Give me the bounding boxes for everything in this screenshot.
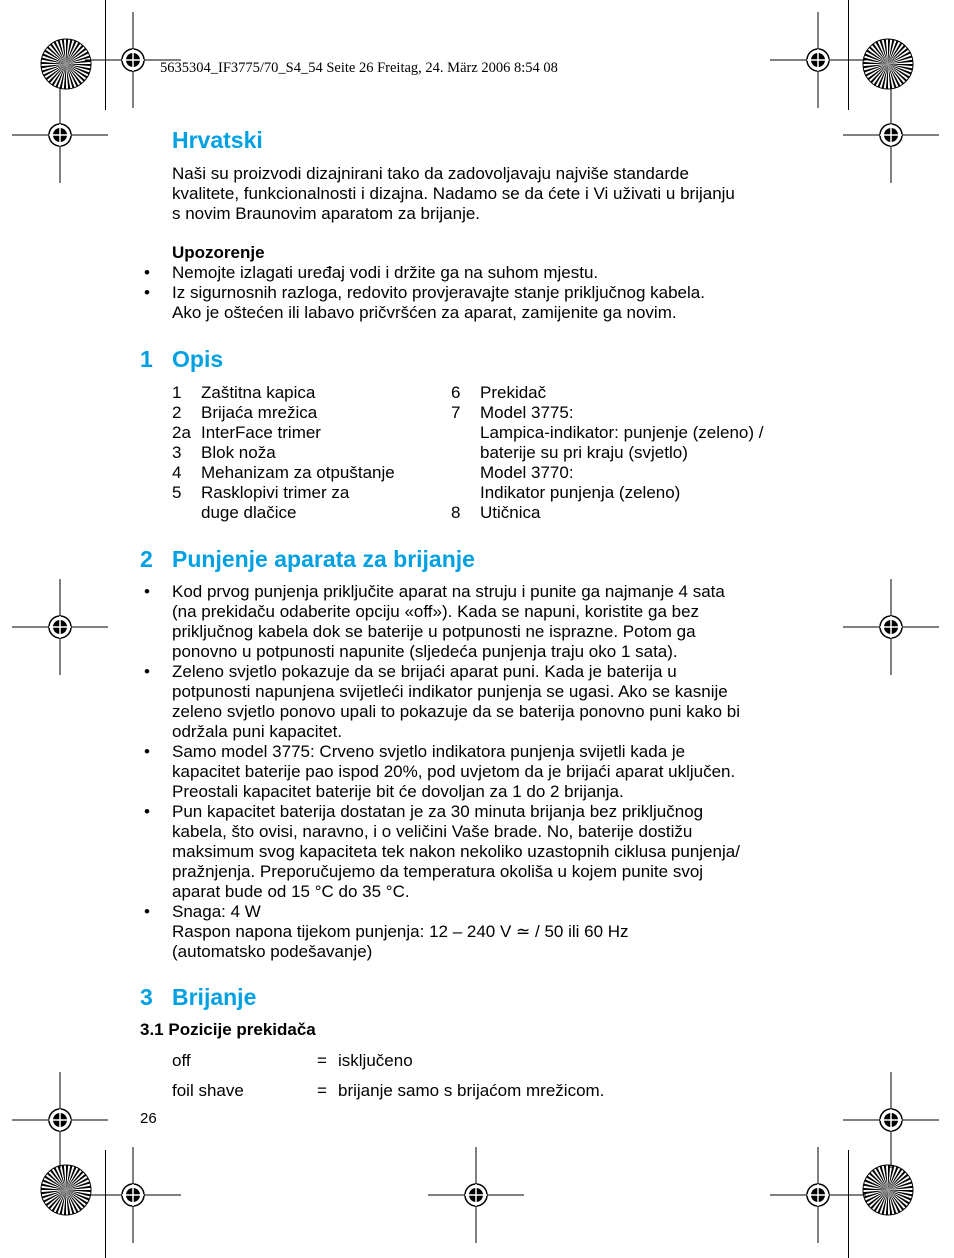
bullet-text-line: Snaga: 4 W: [172, 902, 261, 921]
bullet-marker: •: [144, 263, 150, 282]
section-2-heading: [140, 546, 475, 573]
page-number: 26: [140, 1110, 157, 1127]
section-3-heading: [140, 984, 256, 1011]
registration-crosshair-icon: [12, 87, 108, 183]
bullet-text-line: (automatsko podešavanje): [172, 942, 373, 961]
list-item-text: Lampica-indikator: punjenje (zeleno) /: [480, 423, 764, 442]
list-item-text: Rasklopivi trimer za: [201, 483, 350, 502]
list-item-number: 1: [172, 383, 182, 402]
list-item-text: Blok noža: [201, 443, 276, 462]
bullet-marker: •: [144, 902, 150, 921]
list-item-text: Utičnica: [480, 503, 541, 522]
list-item-number: 6: [451, 383, 461, 402]
list-item-text: InterFace trimer: [201, 423, 321, 442]
section-title: Punjenje aparata za brijanje: [172, 546, 475, 572]
registration-crosshair-icon: [770, 1147, 866, 1243]
switch-position-name: foil shave: [172, 1081, 244, 1100]
list-item-text: Indikator punjenja (zeleno): [480, 483, 681, 502]
section-title: Brijanje: [172, 984, 257, 1010]
trim-line: [848, 0, 849, 110]
bullet-marker: •: [144, 582, 150, 601]
bullet-text-line: Nemojte izlagati uređaj vodi i držite ga na suhom mjestu.: [172, 263, 599, 282]
switch-position-meaning: brijanje samo s brijaćom mrežicom.: [338, 1081, 605, 1100]
switch-position-name: off: [172, 1051, 191, 1070]
bullet-text-line: maksimum svog kapaciteta tek nakon nekoliko uzastopnih ciklusa punjenja/: [172, 842, 740, 861]
section-number: 3: [140, 984, 153, 1010]
list-item-text: Prekidač: [480, 383, 547, 402]
list-item-text: duge dlačice: [201, 503, 297, 522]
bullet-text-line: Raspon napona tijekom punjenja: 12 – 240 V ≃ / 50 ili 60 Hz: [172, 922, 629, 941]
trim-line: [848, 1150, 849, 1258]
bullet-text-line: Preostali kapacitet baterije bit će dovoljan za 1 do 2 brijanja.: [172, 782, 624, 801]
bullet-text-line: Kod prvog punjenja priključite aparat na struju i punite ga najmanje 4 sata: [172, 582, 725, 601]
registration-crosshair-icon: [12, 579, 108, 675]
bullet-text-line: zeleno svjetlo ponovo upali to pokazuje da se baterija ponovno puni kako bi: [172, 702, 741, 721]
bullet-marker: •: [144, 662, 150, 681]
section-number: 1: [140, 346, 153, 372]
trim-line: [105, 0, 106, 110]
list-item-text: Brijaća mrežica: [201, 403, 318, 422]
section-number: 2: [140, 546, 153, 572]
registration-crosshair-icon: [428, 1147, 524, 1243]
subsection-heading: 3.1 Pozicije prekidača: [140, 1020, 316, 1039]
intro-line: Naši su proizvodi dizajnirani tako da zadovoljavaju najviše standarde: [172, 164, 689, 183]
list-item-text: Model 3775:: [480, 403, 574, 422]
list-item-text: Mehanizam za otpuštanje: [201, 463, 395, 482]
switch-position-equals: =: [317, 1081, 327, 1100]
list-item-text: Model 3770:: [480, 463, 574, 482]
bullet-text-line: Ako je oštećen ili labavo pričvršćen za aparat, zamijenite ga novim.: [172, 303, 677, 322]
bullet-marker: •: [144, 742, 150, 761]
list-item-number: 5: [172, 483, 182, 502]
bullet-text-line: Samo model 3775: Crveno svjetlo indikatora punjenja svijetli kada je: [172, 742, 686, 761]
switch-position-equals: =: [317, 1051, 327, 1070]
section-1-heading: [140, 346, 223, 373]
registration-crosshair-icon: [843, 579, 939, 675]
bullet-marker: •: [144, 802, 150, 821]
bullet-text-line: kabela, što ovisi, naravno, i o veličini Vaše brade. No, baterije dostižu: [172, 822, 693, 841]
list-item-number: 7: [451, 403, 461, 422]
trim-line: [105, 1150, 106, 1258]
bullet-marker: •: [144, 283, 150, 302]
switch-position-meaning: isključeno: [338, 1051, 413, 1070]
registration-crosshair-icon: [843, 87, 939, 183]
bullet-text-line: potpunosti napunjena svijetleći indikator punjenja se ugasi. Ako se kasnije: [172, 682, 728, 701]
list-item-number: 2: [172, 403, 182, 422]
intro-line: s novim Braunovim aparatom za brijanje.: [172, 204, 481, 223]
bullet-text-line: kapacitet baterije pao ispod 20%, pod uvjetom da je brijaći aparat uključen.: [172, 762, 736, 781]
print-header-line: 5635304_IF3775/70_S4_54 Seite 26 Freitag, 24. März 2006 8:54 08: [160, 60, 558, 76]
bullet-text-line: priključnog kabela dok se baterije u potpunosti ne isprazne. Potom ga: [172, 622, 696, 641]
warning-title: Upozorenje: [172, 243, 265, 262]
registration-starburst-icon: [861, 1163, 915, 1217]
bullet-text-line: održala puni kapacitet.: [172, 722, 343, 741]
bullet-text-line: ponovno u potpunosti napunite (sljedeća punjenja traju oko 1 sata).: [172, 642, 678, 661]
bullet-text-line: Pun kapacitet baterija dostatan je za 30 minuta brijanja bez priključnog: [172, 802, 704, 821]
list-item-number: 3: [172, 443, 182, 462]
bullet-text-line: Iz sigurnosnih razloga, redovito provjeravajte stanje priključnog kabela.: [172, 283, 705, 302]
list-item-text: Zaštitna kapica: [201, 383, 316, 402]
list-item-number: 2a: [172, 423, 191, 442]
registration-starburst-icon: [861, 37, 915, 91]
intro-line: kvalitete, funkcionalnosti i dizajna. Nadamo se da ćete i Vi uživati u brijanju: [172, 184, 735, 203]
bullet-text-line: (na prekidaču odaberite opciju «off»). Kada se napuni, koristite ga bez: [172, 602, 700, 621]
list-item-number: 4: [172, 463, 182, 482]
section-title: Opis: [172, 346, 224, 372]
list-item-number: 8: [451, 503, 461, 522]
bullet-text-line: aparat bude od 15 °C do 35 °C.: [172, 882, 410, 901]
language-title: Hrvatski: [172, 127, 263, 153]
registration-crosshair-icon: [85, 1147, 181, 1243]
bullet-text-line: Zeleno svjetlo pokazuje da se brijaći aparat puni. Kada je baterija u: [172, 662, 677, 681]
list-item-text: baterije su pri kraju (svjetlo): [480, 443, 688, 462]
bullet-text-line: pražnjenja. Preporučujemo da temperatura okoliša u kojem punite svoj: [172, 862, 704, 881]
